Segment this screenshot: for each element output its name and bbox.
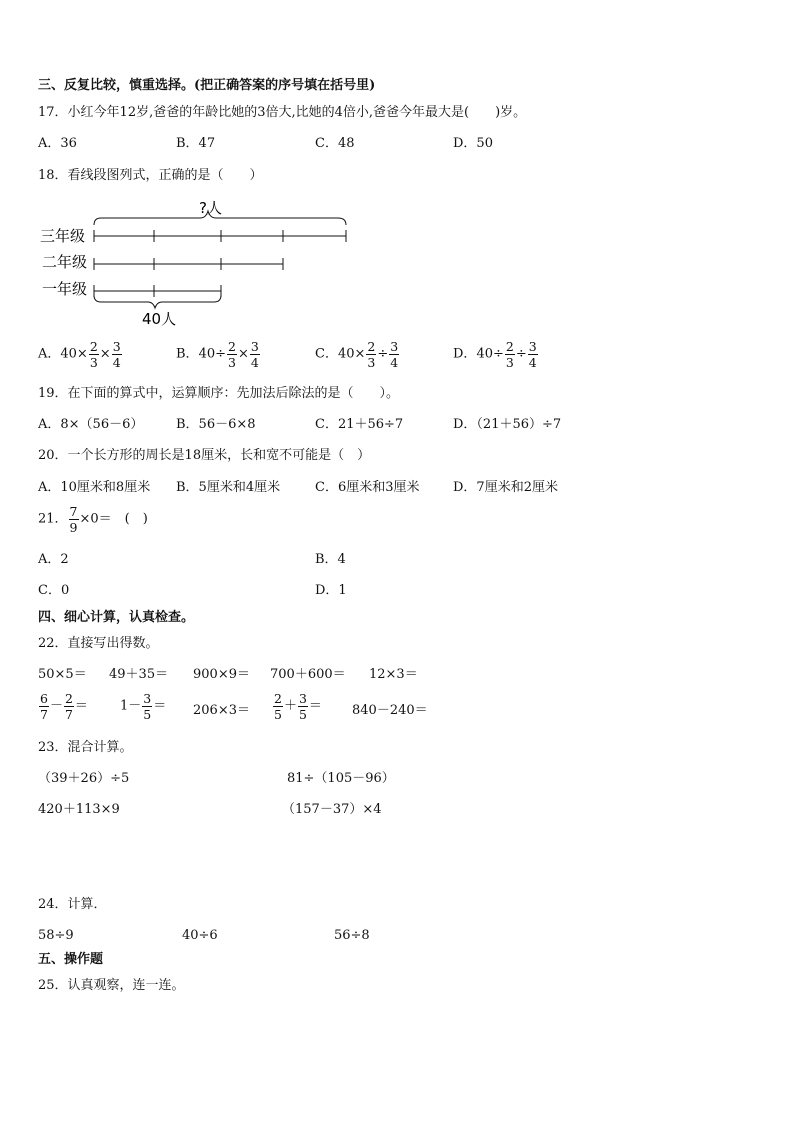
fraction: $\frac{2}{3}$	[228, 339, 236, 370]
fraction: $\frac{3}{4}$	[112, 339, 121, 370]
fraction: $\frac{3}{4}$	[390, 339, 399, 370]
section-5-title: 五、操作题	[38, 952, 104, 967]
q19-option-a: A．8×（56－6）	[38, 417, 144, 432]
q24-expr: 56÷8	[334, 928, 370, 943]
q18-option-d: D．40÷ $\frac{2}{3}$ ÷ $\frac{3}{4}$	[453, 339, 537, 370]
question-21: 21． $\frac{7}{9}$ ×0＝ ( )	[38, 504, 148, 535]
q22-expr: 700＋600＝	[270, 667, 346, 682]
fraction: $\frac{2}{3}$	[89, 339, 98, 370]
row-label-grade1: 一年级	[42, 280, 88, 298]
q22-expr: 206×3＝	[193, 703, 250, 718]
q24-expr: 58÷9	[38, 928, 74, 943]
q21-option-b: B．4	[315, 552, 346, 567]
fraction: $\frac{3}{4}$	[250, 339, 259, 370]
question-22: 22．直接写出得数。	[38, 636, 159, 651]
question-19: 19．在下面的算式中，运算顺序：先加法后除法的是（ ）。	[38, 386, 400, 401]
fraction: $\frac{2}{3}$	[505, 339, 514, 370]
bottom-brace	[94, 295, 221, 308]
row-label-grade3: 三年级	[40, 227, 86, 245]
top-label: ?人	[199, 199, 222, 217]
q18-option-c: C．40× $\frac{2}{3}$ ÷ $\frac{3}{4}$	[315, 339, 399, 370]
fraction: $\frac{2}{5}$	[274, 691, 282, 722]
question-20: 20．一个长方形的周长是18厘米，长和宽不可能是（ ）	[38, 448, 371, 463]
q20-option-c: C．6厘米和3厘米	[315, 480, 420, 495]
q17-option-b: B．47	[176, 136, 216, 151]
q22-expr: $\frac{2}{5}$ ＋ $\frac{3}{5}$ ＝	[274, 691, 322, 722]
q19-option-c: C．21＋56÷7	[315, 417, 404, 432]
q22-expr: 1－ $\frac{3}{5}$ ＝	[120, 691, 167, 722]
q24-expr: 40÷6	[182, 928, 218, 943]
q23-expr: 420＋113×9	[38, 802, 120, 817]
q17-option-a: A．36	[38, 136, 77, 151]
section-4-title: 四、细心计算，认真检查。	[38, 610, 195, 625]
q19-option-d: D．（21＋56）÷7	[453, 417, 562, 432]
q21-option-a: A．2	[38, 552, 69, 567]
q20-option-b: B．5厘米和4厘米	[176, 480, 281, 495]
q22-expr: 49＋35＝	[109, 667, 169, 682]
q18-option-a: A．40× $\frac{2}{3}$ × $\frac{3}{4}$	[38, 339, 121, 370]
q22-expr: 50×5＝	[38, 667, 87, 682]
question-23: 23．混合计算。	[38, 740, 133, 755]
question-17: 17．小红今年12岁,爸爸的年龄比她的3倍大,比她的4倍小,爸爸今年最大是( )岁。	[38, 105, 527, 120]
q22-expr: 900×9＝	[193, 667, 250, 682]
segment-diagram	[36, 194, 366, 329]
q21-option-d: D．1	[315, 583, 347, 598]
fraction: $\frac{3}{4}$	[528, 339, 537, 370]
fraction: $\frac{6}{7}$	[40, 691, 48, 722]
q21-option-c: C．0	[38, 583, 70, 598]
q20-option-d: D．7厘米和2厘米	[453, 480, 558, 495]
q17-option-c: C．48	[315, 136, 355, 151]
q18-option-b: B．40÷ $\frac{2}{3}$ × $\frac{3}{4}$	[176, 339, 259, 370]
q20-option-a: A．10厘米和8厘米	[38, 480, 151, 495]
q23-expr: （39＋26）÷5	[38, 771, 130, 786]
q19-option-b: B．56－6×8	[176, 417, 256, 432]
q23-expr: 81÷（105－96）	[287, 771, 395, 786]
row-label-grade2: 二年级	[42, 253, 88, 271]
q22-expr: 840－240＝	[352, 703, 428, 718]
q23-expr: （157－37）×4	[282, 802, 382, 817]
question-25: 25．认真观察，连一连。	[38, 978, 185, 993]
fraction: $\frac{3}{5}$	[298, 691, 307, 722]
section-3-title: 三、反复比较，慎重选择。(把正确答案的序号填在括号里)	[38, 78, 376, 93]
question-18: 18．看线段图列式，正确的是（ ）	[38, 168, 263, 183]
q22-expr: 12×3＝	[369, 667, 418, 682]
bottom-label: 40人	[142, 310, 177, 328]
q22-expr: $\frac{6}{7}$ － $\frac{2}{7}$ ＝	[40, 691, 88, 722]
fraction: $\frac{2}{7}$	[64, 691, 73, 722]
fraction: $\frac{3}{5}$	[143, 691, 152, 722]
question-24: 24．计算．	[38, 897, 107, 912]
fraction: $\frac{7}{9}$	[69, 504, 78, 535]
fraction: $\frac{2}{3}$	[367, 339, 376, 370]
q17-option-d: D．50	[453, 136, 493, 151]
